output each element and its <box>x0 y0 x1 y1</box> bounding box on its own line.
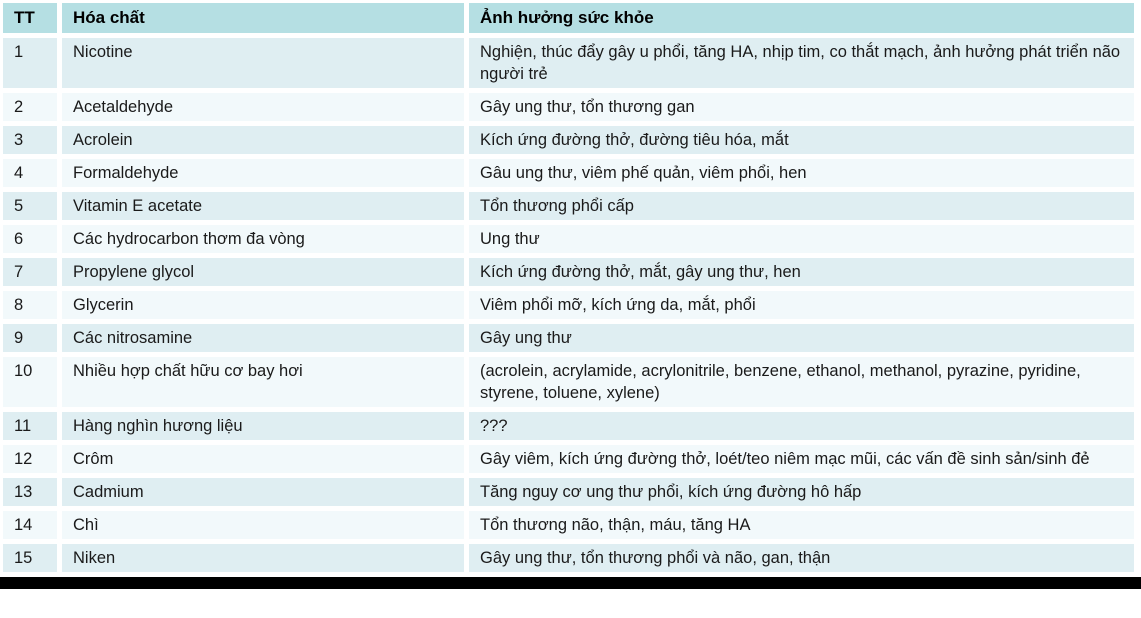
health-effect-cell: Gây ung thư, tổn thương phổi và não, gan, thận <box>469 544 1134 572</box>
row-index-cell: 1 <box>3 38 57 88</box>
row-index-cell: 6 <box>3 225 57 253</box>
health-effect-cell: Gây viêm, kích ứng đường thở, loét/teo niêm mạc mũi, các vấn đề sinh sản/sinh đẻ <box>469 445 1134 473</box>
chemical-name-cell: Cadmium <box>62 478 464 506</box>
health-effect-cell: Ung thư <box>469 225 1134 253</box>
chemical-name-cell: Nicotine <box>62 38 464 88</box>
table-row <box>3 192 1134 220</box>
table-row <box>3 478 1134 506</box>
health-effect-cell: Kích ứng đường thở, đường tiêu hóa, mắt <box>469 126 1134 154</box>
chemical-name-cell: Acetaldehyde <box>62 93 464 121</box>
row-index-cell: 7 <box>3 258 57 286</box>
table-row <box>3 412 1134 440</box>
bottom-divider-bar <box>0 577 1141 589</box>
chemical-name-cell: Crôm <box>62 445 464 473</box>
table-row <box>3 357 1134 407</box>
row-index-cell: 12 <box>3 445 57 473</box>
header-cell-tt: TT <box>3 3 57 33</box>
chemical-name-cell: Chì <box>62 511 464 539</box>
chemical-name-cell: Formaldehyde <box>62 159 464 187</box>
row-index-cell: 13 <box>3 478 57 506</box>
table-row <box>3 93 1134 121</box>
table-row <box>3 544 1134 572</box>
table-row <box>3 225 1134 253</box>
header-row <box>3 3 1134 33</box>
row-index-cell: 2 <box>3 93 57 121</box>
chemical-name-cell: Propylene glycol <box>62 258 464 286</box>
table-row <box>3 159 1134 187</box>
chemical-name-cell: Nhiều hợp chất hữu cơ bay hơi <box>62 357 464 407</box>
chemical-name-cell: Acrolein <box>62 126 464 154</box>
health-effect-cell: Gây ung thư, tổn thương gan <box>469 93 1134 121</box>
row-index-cell: 4 <box>3 159 57 187</box>
table-row <box>3 324 1134 352</box>
table-row <box>3 258 1134 286</box>
table-row <box>3 38 1134 88</box>
chemical-name-cell: Các hydrocarbon thơm đa vòng <box>62 225 464 253</box>
chemical-name-cell: Niken <box>62 544 464 572</box>
health-effect-cell: Tăng nguy cơ ung thư phổi, kích ứng đường hô hấp <box>469 478 1134 506</box>
row-index-cell: 11 <box>3 412 57 440</box>
table-row <box>3 126 1134 154</box>
health-effect-cell: Tổn thương phổi cấp <box>469 192 1134 220</box>
header-cell-chemical: Hóa chất <box>62 3 464 33</box>
row-index-cell: 3 <box>3 126 57 154</box>
health-effect-cell: ??? <box>469 412 1134 440</box>
row-index-cell: 14 <box>3 511 57 539</box>
row-index-cell: 10 <box>3 357 57 407</box>
chemical-name-cell: Các nitrosamine <box>62 324 464 352</box>
row-index-cell: 5 <box>3 192 57 220</box>
chemical-name-cell: Vitamin E acetate <box>62 192 464 220</box>
health-effect-cell: Viêm phổi mỡ, kích ứng da, mắt, phổi <box>469 291 1134 319</box>
row-index-cell: 9 <box>3 324 57 352</box>
chemical-name-cell: Glycerin <box>62 291 464 319</box>
table-row <box>3 291 1134 319</box>
table-row <box>3 445 1134 473</box>
chemical-name-cell: Hàng nghìn hương liệu <box>62 412 464 440</box>
health-effect-cell: Gâu ung thư, viêm phế quản, viêm phổi, hen <box>469 159 1134 187</box>
health-effect-cell: (acrolein, acrylamide, acrylonitrile, benzene, ethanol, methanol, pyrazine, pyridine, styrene, toluene, xylene) <box>469 357 1134 407</box>
health-effect-cell: Gây ung thư <box>469 324 1134 352</box>
header-cell-effect: Ảnh hưởng sức khỏe <box>469 3 1134 33</box>
health-effect-cell: Kích ứng đường thở, mắt, gây ung thư, hen <box>469 258 1134 286</box>
health-effect-cell: Tổn thương não, thận, máu, tăng HA <box>469 511 1134 539</box>
row-index-cell: 15 <box>3 544 57 572</box>
table-row <box>3 511 1134 539</box>
health-effect-cell: Nghiện, thúc đẩy gây u phổi, tăng HA, nhịp tim, co thắt mạch, ảnh hưởng phát triển não người trẻ <box>469 38 1134 88</box>
row-index-cell: 8 <box>3 291 57 319</box>
